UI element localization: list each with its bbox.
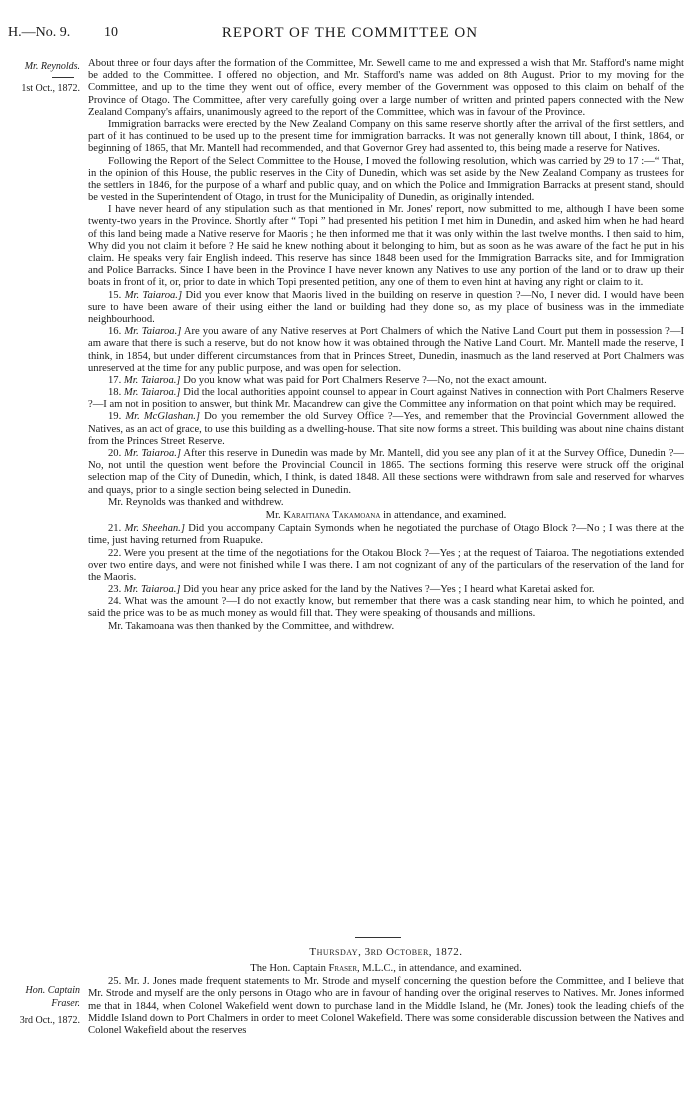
margin-note-reynolds (4, 60, 80, 95)
question-18: 18. Mr. Taiaroa.] Did the local authorities appoint counsel to appear in Court against Natives in connection with Port Chalmers Reserve ?—I am not in position to answer, but think Mr. Macandrew can give the Committee any information on that point which may be required. (88, 387, 684, 411)
withdrawal-note: Mr. Reynolds was thanked and withdrew. (108, 496, 284, 508)
margin-date: 1st Oct., 1872. (21, 83, 80, 94)
question-19: 19. Mr. McGlashan.] Do you remember the old Survey Office ?—Yes, and remember that the Provincial Government allowed the Natives, as an act of grace, to use this building as a dwelling-house. That site now forms a street. This building was about nine chains distant from the Princes Street Reserve. (88, 411, 684, 447)
date-heading: Thursday, 3rd October, 1872. (309, 946, 463, 958)
questioner: Mr. Taiaroa.] (124, 326, 182, 338)
question-22: 22. Were you present at the time of the negotiations for the Otakou Block ?—Yes ; at the request of Taiaroa. The negotiations extended over two entire days, and were not finished while I was there. I am not cognizant of any of the particulars of the reservation of the land for the Maoris. (88, 547, 684, 583)
margin-witness-name: Mr. Reynolds. (24, 61, 80, 72)
witness-name: Fraser (328, 963, 357, 974)
page-header (8, 25, 692, 47)
question-25: 25. Mr. J. Jones made frequent statements to Mr. Strode and myself concerning the question before the Committee, and I believe that Mr. Strode and myself are the only persons in Otago who are in favour of handing over the original reserves to Natives. Mr. Jones informed me that in 1844, when Colonel Wakefield went down to purchase land in the Middle Island, he (Mr. Jones) took the leading chiefs of the Middle Island down to Port Chalmers in order to meet Colonel Wakefield. There was some considerable discussion between the Natives and Colonel Wakefield about the reserves (88, 976, 684, 1036)
margin-note-fraser (4, 984, 80, 1027)
paragraph: About three or four days after the formation of the Committee, Mr. Sewell came to me and expressed a wish that Mr. Stafford's name might be added to the Committee. I offered no objection, and Mr. Stafford's name was added on 8th August. Prior to my moving for the Committee, and up to the time they went out of office, every member of the Government was opposed to this claim on behalf of the Province of Otago. The Committee, after very carefully going over a large number of written and printed papers connected with the New Zealand Company's affairs, unanimously agreed to the report of the Committee, which was in favour of the Province. (88, 58, 684, 118)
questioner: Mr. Taiaroa.] (123, 374, 181, 386)
witness-heading: The Hon. Captain Fraser, M.L.C., in attendance, and examined. (250, 963, 522, 974)
question-16: 16. Mr. Taiaroa.] Are you aware of any Native reserves at Port Chalmers of which the Native Land Court put them in possession ?—I am aware that there is such a reserve, but do not know how it was obtained through the Native Land Court. Mr. Mantell made the reserve, I think, in 1854, but under different circumstances from that in Princes Street, Dunedin, inasmuch as the land reserved at Port Chalmers was unreserved at the time for any public purpose, and was open for selection. (88, 326, 684, 374)
question-17: 17. Mr. Taiaroa.] Do you know what was paid for Port Chalmers Reserve ?—No, not the exact amount. (108, 374, 547, 386)
evidence-section-fraser (88, 962, 684, 1037)
question-15: 15. Mr. Taiaroa.] Did you ever know that Maoris lived in the building on reserve in question ?—No, I never did. I would have been sure to have been aware of their using either the land or building had they done so, as my place of business was in the immediate neighbourhood. (88, 289, 685, 325)
evidence-section-reynolds (88, 58, 684, 633)
question-24: 24. What was the amount ?—I do not exactly know, but remember that there was a cask standing near him, to which he pointed, and said the price was to be as much money as would fill that. They were speaking of thousands and millions. (88, 596, 684, 620)
question-20: 20. Mr. Taiaroa.] After this reserve in Dunedin was made by Mr. Mantell, did you see any plan of it at the Survey Office, Dunedin ?—No, not until the question went before the Provincial Council in 1865. The sections forming this reserve were struck off the original selection map of the City of Dunedin, which, I think, is dated 1848. All these sections were withdrawn from sale and reserved for wharves and quays, prior to a single section being selected in Dunedin. (88, 448, 685, 496)
document-reference: H.—No. 9. (8, 25, 71, 40)
margin-witness-name: Hon. Captain Fraser. (25, 985, 80, 1009)
withdrawal-note: Mr. Takamoana was then thanked by the Committee, and withdrew. (108, 620, 395, 632)
question-23: 23. Mr. Taiaroa.] Did you hear any price asked for the land by the Natives ?—Yes ; I heard what Karetai asked for. (108, 584, 595, 596)
questioner: Mr. Sheehan.] (124, 523, 185, 535)
witness-heading: Mr. Karaitiana Takamoana in attendance, and examined. (265, 509, 507, 521)
questioner: Mr. Taiaroa.] (123, 584, 181, 596)
question-21: 21. Mr. Sheehan.] Did you accompany Captain Symonds when he negotiated the purchase of Otago Block ?—No ; I was there at the time, just having returned from Ruapuke. (88, 523, 685, 547)
running-title: REPORT OF THE COMMITTEE ON (221, 25, 479, 41)
page-number: 10 (104, 25, 118, 40)
paragraph: Following the Report of the Select Committee to the House, I moved the following resolution, which was carried by 29 to 17 :—“ That, in the opinion of this House, the public reserves in the City of Dunedin, which was set aside by the New Zealand Company as trustees for the settlers in 1846, for the purpose of a wharf and public quay, and on which the Police and Immigration Barracks at present stand, should be vested in the Superintendent of Otago, in trust for the Municipality of Dunedin, as originally intended. (88, 155, 684, 204)
margin-date: 3rd Oct., 1872. (19, 1015, 80, 1026)
questioner: Mr. Taiaroa.] (123, 387, 181, 399)
questioner: Mr. Taiaroa.] (124, 289, 183, 301)
margin-rule (52, 77, 74, 78)
questioner: Mr. McGlashan.] (125, 411, 201, 423)
witness-name: Karaitiana Takamoana (283, 509, 381, 521)
section-divider (355, 937, 401, 938)
paragraph: Immigration barracks were erected by the New Zealand Company on this same reserve shortly after the arrival of the first settlers, and part of it has continued to be used up to the present time for immigration barracks. It was not generally known till about, I think, 1864, or beginning of 1865, that Mr. Mantell had recommended, and that Governor Grey had assented to, this being made a reserve for Natives. (88, 118, 684, 155)
questioner: Mr. Taiaroa.] (124, 448, 182, 459)
paragraph: I have never heard of any stipulation such as that mentioned in Mr. Jones' report, now submitted to me, although I have been some twenty-two years in the Province. Shortly after “ Topi ” had presented his petition I met him in Dunedin, and asked him when he had heard of this land being made a Native reserve for Maoris ; he then informed me that it was only within the last twelve months. I then said to him, Why did you not claim it before ? He said he knew nothing about it belonging to him, but as soon as he was aware of the fact he put in his claim. He speaks very fair English indeed. This reserve has since 1848 been used for the Immigration Barracks site, and for Immigration and Police Barracks. Since I have been in the Province I have never known any Natives to use any portion of the land or to draw up their boats in front of it, or, prior to date in which Topi presented petition, any one of them to even hint at having any right or claim to it. (88, 204, 684, 289)
